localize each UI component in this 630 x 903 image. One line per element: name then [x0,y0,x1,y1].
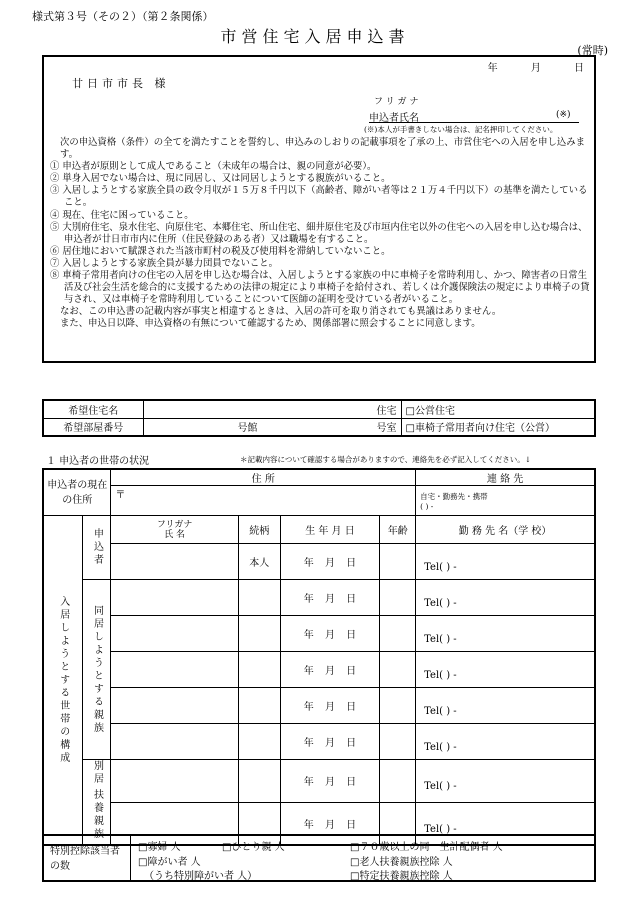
self-relation: 本人 [238,544,280,580]
work-field[interactable]: Tel( ) - [416,760,595,803]
wheelchair-option[interactable]: □車椅子常用者向け住宅（公営） [401,418,595,436]
building-suffix: 号館 [237,423,258,435]
name-field[interactable] [111,616,238,652]
work-field[interactable]: Tel( ) - [416,544,595,580]
condition-item: ④ 現在、住宅に困っていること。 [50,209,194,221]
condition-item: ⑦ 入居しようとする家族全員が暴力団員でないこと。 [50,257,278,269]
housing-field[interactable] [143,400,401,418]
form-number: 様式第３号（その２）（第２条関係） [32,10,214,23]
postal-mark: 〒 [115,490,126,501]
address-label: 申込者の現在の住所 [43,469,111,516]
intro-text: 次の申込資格（条件）の全てを満たすことを誓約し、申込みのしおりの記載事項を了承の上、市営住宅への入居を申し込みます。 [60,137,586,161]
work-field[interactable]: Tel( ) - [416,688,595,724]
closing-text: また、申込日以降、申込資格の有無について確認するため、関係部署に照会することに同意します。 [60,318,481,330]
name-field[interactable] [111,544,238,580]
relation-field[interactable] [238,724,280,760]
closing-text: なお、この申込書の記載内容が事実と相違するときは、入居の許可を取り消されても異議はありません。 [60,306,502,318]
condition-item: ⑥ 居住地において賦課された当該市町村の税及び使用料を滞納していないこと。 [50,245,391,257]
separate-group [83,760,111,846]
work-header: 勤 務 先 名（学 校） [416,516,595,544]
name-field[interactable] [111,688,238,724]
address-header: 住 所 [111,469,416,486]
contact-field[interactable] [416,486,595,516]
public-option[interactable]: □公営住宅 [401,400,595,418]
deduction-label: 特別控除該当者の数 [50,846,120,872]
name-header [111,516,238,544]
section-note: ＊記載内容について確認する場合がありますので、連絡先を必ず記入してください。↓ [240,455,531,464]
oath-text [50,137,590,331]
name-furigana: フリガナ [156,519,193,530]
name-label: 氏 名 [164,529,186,540]
dependent-col: 扶養親族 [91,789,103,841]
widow-option[interactable]: □寡婦 人 [138,842,181,853]
applicant-name-label: 申込者氏名 [369,113,419,124]
relation-field[interactable] [238,580,280,616]
addressee: 廿日市市長 様 [72,77,170,90]
disabled-option[interactable]: □障がい者 人 [138,857,201,868]
condition-item: ⑧ 車椅子常用者向けの住宅の入居を申し込む場合は、入居しようとする家族の中に車椅子を常時利用し、かつ、障害者の日常生活及び社会生活を総合的に支援するための法律の規定により車椅子を給付され、若しくは介護保険法の規定により車椅子の貸与され、又は車椅子を常時利用していることについて医師の証明を受けている者がいること。 [50,270,590,306]
date-field[interactable]: 年 月 日 [487,63,584,74]
name-field[interactable] [111,652,238,688]
relation-field[interactable] [238,760,280,803]
separate-col: 別居 [91,760,103,786]
birth-field[interactable]: 年 月 日 [280,688,380,724]
work-field[interactable]: Tel( ) - [416,802,595,845]
work-field[interactable]: Tel( ) - [416,652,595,688]
name-field[interactable] [111,580,238,616]
birth-field[interactable]: 年 月 日 [280,724,380,760]
elderly-dependent-option[interactable]: □老人扶養親族控除 人 [350,857,453,868]
work-field[interactable]: Tel( ) - [416,580,595,616]
age-field[interactable] [380,580,416,616]
name-field[interactable] [111,724,238,760]
contact-paren: ( ) - [420,501,434,511]
age-field[interactable] [380,616,416,652]
room-suffix: 号室 [376,423,397,435]
specific-dependent-option[interactable]: □特定扶養親族控除 人 [350,871,453,882]
name-field[interactable] [111,760,238,803]
composition-label: 入居しようとする世帯の構成 [43,516,83,846]
birth-field[interactable]: 年 月 日 [280,802,380,845]
household-table [42,468,596,846]
birth-field[interactable]: 年 月 日 [280,616,380,652]
deduction-divider [130,836,131,880]
elderly-spouse-option[interactable]: □７０歳以上の同一生計配偶者 人 [350,842,503,853]
address-field[interactable] [111,486,416,516]
section-title: １ 申込者の世帯の状況 [46,456,150,467]
furigana-label: フリガナ [374,97,422,107]
deduction-box [42,834,596,882]
work-field[interactable]: Tel( ) - [416,724,595,760]
relation-field[interactable] [238,688,280,724]
applicant-name-field[interactable] [369,109,579,123]
birth-field[interactable]: 年 月 日 [280,544,380,580]
relation-field[interactable] [238,616,280,652]
birth-field[interactable]: 年 月 日 [280,652,380,688]
contact-header: 連 絡 先 [416,469,595,486]
condition-item: ③ 入居しようとする家族全員の政令月収が１５万８千円以下（高齢者、障がい者等は２１万４千円以下）の基準を満たしていること。 [50,185,588,209]
age-field[interactable] [380,688,416,724]
condition-item: ⑤ 大別府住宅、泉水住宅、向原住宅、本郷住宅、所山住宅、細井原住宅及び市垣内住宅以外の住宅への入居を申し込む場合は、申込者が廿日市市内に住所（住民登録のある者）又は職場を有すること。 [50,221,588,245]
work-field[interactable]: Tel( ) - [416,616,595,652]
form-tag: (常時) [577,44,608,57]
age-field[interactable] [380,652,416,688]
applicant-col: 申込者 [83,516,111,580]
contact-sub: 自宅・勤務先・携帯 [420,491,488,501]
relation-header: 続柄 [238,516,280,544]
special-disabled-field[interactable]: （うち特別障がい者 人） [144,871,258,882]
room-field[interactable] [143,418,401,436]
housing-suffix: 住宅 [376,405,397,417]
condition-item: ① 申込者が原則として成人であること（未成年の場合は、親の同意が必要）。 [50,161,377,173]
application-box [42,55,596,363]
birth-field[interactable]: 年 月 日 [280,760,380,803]
age-field[interactable] [380,544,416,580]
birth-header: 生 年 月 日 [280,516,380,544]
age-field[interactable] [380,724,416,760]
housing-label: 希望住宅名 [43,400,143,418]
birth-field[interactable]: 年 月 日 [280,580,380,616]
cohabit-col: 同居しようとする親族 [83,580,111,760]
wish-table [42,399,596,437]
page-title: 市営住宅入居申込書 [220,27,410,46]
relation-field[interactable] [238,652,280,688]
age-header: 年齢 [380,516,416,544]
single-parent-option[interactable]: □ひとり親 人 [222,842,285,853]
age-field[interactable] [380,760,416,803]
condition-item: ② 単身入居でない場合は、現に同居し、又は同居しようとする親族がいること。 [50,173,391,185]
seal-note: (※)本人が手書きしない場合は、記名押印してください。 [364,125,558,134]
room-label: 希望部屋番号 [43,418,143,436]
seal-mark: (※) [556,110,571,120]
